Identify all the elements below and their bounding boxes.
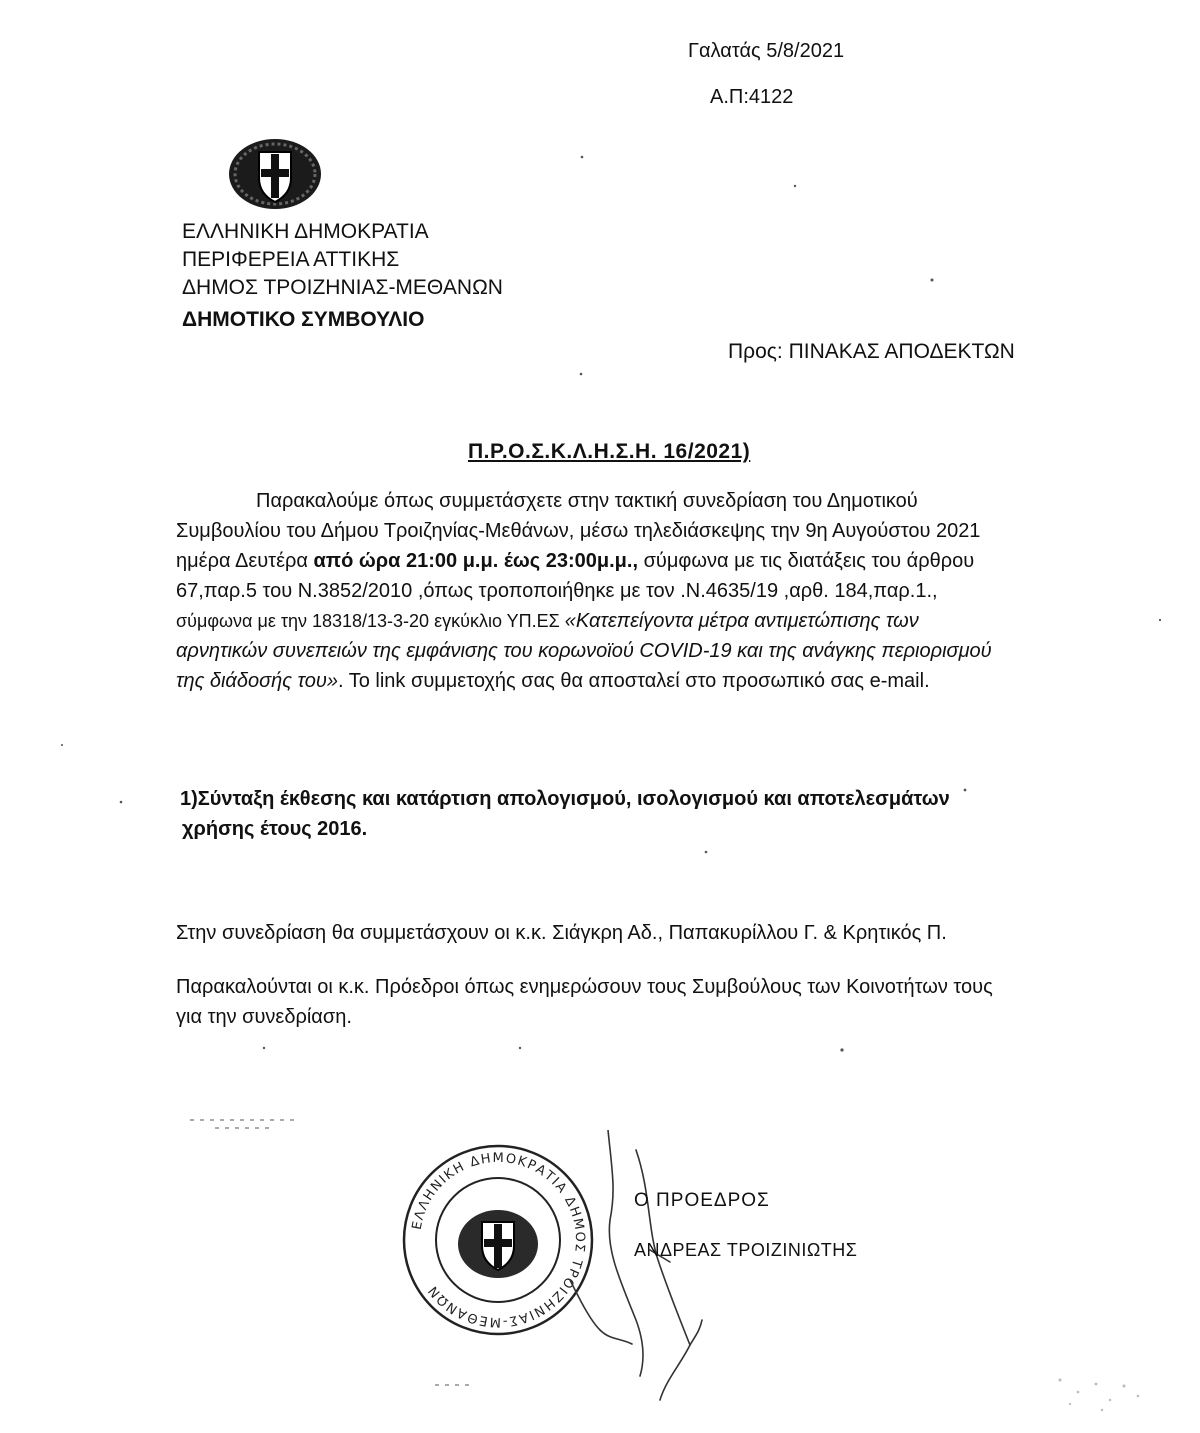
invitation-title: Π.Ρ.Ο.Σ.Κ.Λ.Η.Σ.Η. 16/2021) xyxy=(468,440,751,463)
body-line-3-end: σύμφωνα με τις διατάξεις του άρθρου xyxy=(638,550,975,572)
org-line-municipality: ΔΗΜΟΣ ΤΡΟΙΖΗΝΙΑΣ-ΜΕΘΑΝΩΝ xyxy=(182,276,503,299)
body-line-5-start: σύμφωνα με την 18318/13-3-20 εγκύκλιο ΥΠ.ΕΣ xyxy=(176,611,565,631)
circular-title-start: «Κατεπείγοντα μέτρα αντιμετώπισης των xyxy=(564,610,919,632)
document-date: Γαλατάς 5/8/2021 xyxy=(688,40,845,62)
body-line-5 xyxy=(176,606,1016,636)
seal-ring-text: ΕΛΛΗΝΙΚΗ ΔΗΜΟΚΡΑΤΙΑ ΔΗΜΟΣ ΤΡΟΙΖΗΝΙΑΣ-ΜΕΘΑΝΩΝ xyxy=(409,1150,588,1330)
body-line-3-start: ημέρα Δευτέρα xyxy=(176,550,314,572)
agenda-item xyxy=(180,784,950,844)
presidents-note-line-1: Παρακαλούνται οι κ.κ. Πρόεδροι όπως ενημερώσουν τους Συμβούλους των Κοινοτήτων τους xyxy=(176,976,993,998)
body-line-4: 67,παρ.5 του Ν.3852/2010 ,όπως τροποποιήθηκε με τον .Ν.4635/19 ,αρθ. 184,παρ.1., xyxy=(176,580,938,602)
recipient-line: Προς: ΠΙΝΑΚΑΣ ΑΠΟΔΕΚΤΩΝ xyxy=(728,340,1015,363)
protocol-number: Α.Π:4122 xyxy=(710,86,794,108)
link-notice: . Το link συμμετοχής σας θα αποσταλεί στο προσωπικό σας e-mail. xyxy=(337,670,930,692)
body-line-7 xyxy=(176,666,1016,696)
invitation-body xyxy=(176,486,1016,696)
org-line-region: ΠΕΡΙΦΕΡΕΙΑ ΑΤΤΙΚΗΣ xyxy=(182,248,400,271)
body-line-2: Συμβουλίου του Δήμου Τροιζηνίας-Μεθάνων, μέσω τηλεδιάσκεψης την 9η Αυγούστου 2021 xyxy=(176,520,981,542)
org-line-republic: ΕΛΛΗΝΙΚΗ ΔΗΜΟΚΡΑΤΙΑ xyxy=(182,220,429,243)
handwritten-signature xyxy=(540,1130,800,1410)
presidents-note-line-2: για την συνεδρίαση. xyxy=(176,1006,352,1028)
attendees-note: Στην συνεδρίαση θα συμμετάσχουν οι κ.κ. Σιάγκρη Αδ., Παπακυρίλλου Γ. & Κρητικός Π. xyxy=(176,922,947,944)
agenda-line-1: 1)Σύνταξη έκθεσης και κατάρτιση απολογισμού, ισολογισμού και αποτελεσμάτων xyxy=(180,788,950,810)
circular-title-end: της διάδοσής του» xyxy=(176,670,338,692)
body-line-6: αρνητικών συνεπειών της εμφάνισης του κορωνοϊού COVID-19 και της ανάγκης περιορισμού xyxy=(176,640,992,662)
signatory-name: ΑΝΔΡΕΑΣ ΤΡΟΙΖΙΝΙΩΤΗΣ xyxy=(634,1240,858,1260)
body-line-3 xyxy=(176,546,1016,576)
body-line-1: Παρακαλούμε όπως συμμετάσχετε στην τακτική συνεδρίαση του Δημοτικού xyxy=(256,490,918,512)
greek-state-emblem-icon xyxy=(226,136,324,212)
agenda-line-2: χρήσης έτους 2016. xyxy=(182,818,368,840)
signatory-role: Ο ΠΡΟΕΔΡΟΣ xyxy=(634,1190,770,1211)
seal-emblem-icon xyxy=(458,1210,538,1278)
meeting-time: από ώρα 21:00 μ.μ. έως 23:00μ.μ., xyxy=(313,550,639,572)
org-line-council: ΔΗΜΟΤΙΚΟ ΣΥΜΒΟΥΛΙΟ xyxy=(182,308,425,331)
presidents-note xyxy=(176,972,993,1032)
